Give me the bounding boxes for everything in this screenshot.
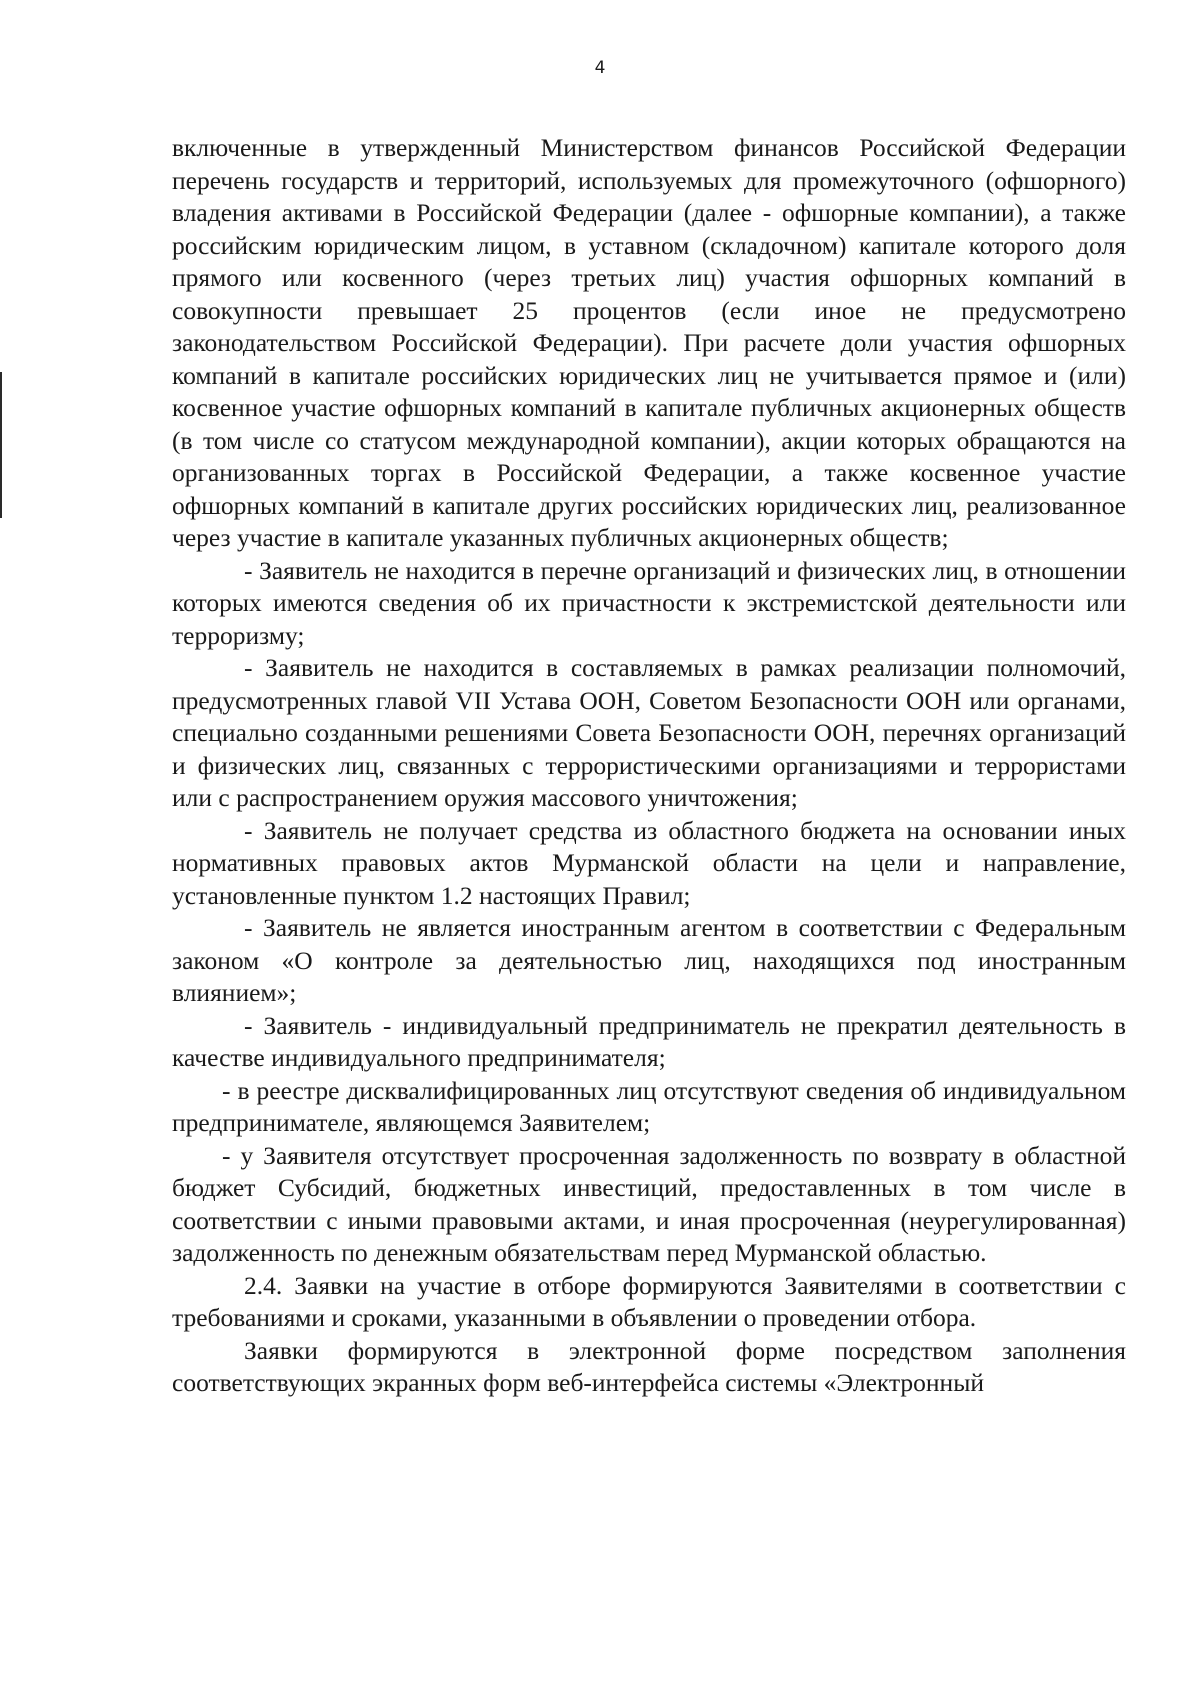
paragraph-not-disqualified: - в реестре дисквалифицированных лиц отсутствуют сведения об индивидуальном предпринимателе, являющемся Заявителем; — [172, 1075, 1126, 1137]
page-number: 4 — [594, 58, 606, 78]
paragraph-offshore-continuation: включенные в утвержденный Министерством финансов Российской Федерации перечень государств и территорий, используемых для промежуточного (офшорного) владения активами в Российской Федерации (далее - офшорные компании), а также российским юридическим лицом, в уставном (складочном) капитале которого доля прямого или косвенного (через третьих лиц) участия офшорных компаний в совокупности превышает 25 процентов (если иное не предусмотрено законодательством Российской Федерации). При расчете доли участия офшорных компаний в капитале российских юридических лиц не учитывается прямое и (или) косвенное участие офшорных компаний в капитале публичных акционерных обществ (в том числе со статусом международной компании), акции которых обращаются на организованных торгах в Российской Федерации, а также косвенное участие офшорных компаний в капитале других российских юридических лиц, реализованное через участие в капитале указанных публичных акционерных обществ; — [172, 133, 1126, 552]
paragraph-section-2-4: 2.4. Заявки на участие в отборе формируются Заявителями в соответствии с требованиями и сроками, указанными в объявлении о проведении отбора. — [172, 1270, 1126, 1332]
paragraph-not-in-un-sanctions-list: - Заявитель не находится в составляемых в рамках реализации полномочий, предусмотренных главой VII Устава ООН, Советом Безопасности ООН или органами, специально созданными решениями Совета Безопасности ООН, перечнях организаций и физических лиц, связанных с террористическими организациями и террористами или с распространением оружия массового уничтожения; — [172, 653, 1126, 812]
document-body — [172, 132, 1126, 1400]
paragraph-not-in-extremism-list: - Заявитель не находится в перечне организаций и физических лиц, в отношении которых имеются сведения об их причастности к экстремистской деятельности или терроризму; — [172, 555, 1126, 650]
paragraph-no-other-regional-funds: - Заявитель не получает средства из областного бюджета на основании иных нормативных правовых актов Мурманской области на цели и направление, установленные пунктом 1.2 настоящих Правил; — [172, 815, 1126, 910]
paragraph-electronic-form: Заявки формируются в электронной форме посредством заполнения соответствующих экранных форм веб-интерфейса системы «Электронный — [172, 1335, 1126, 1397]
paragraph-no-overdue-debt: - у Заявителя отсутствует просроченная задолженность по возврату в областной бюджет Субсидий, бюджетных инвестиций, предоставленных в том числе в соответствии с иными правовыми актами, и иная просроченная (неурегулированная) задолженность по денежным обязательствам перед Мурманской областью. — [172, 1140, 1126, 1267]
left-margin-mark — [0, 372, 2, 518]
paragraph-entrepreneur-active: - Заявитель - индивидуальный предприниматель не прекратил деятельность в качестве индивидуального предпринимателя; — [172, 1010, 1126, 1072]
paragraph-not-foreign-agent: - Заявитель не является иностранным агентом в соответствии с Федеральным законом «О контроле за деятельностью лиц, находящихся под иностранным влиянием»; — [172, 913, 1126, 1007]
